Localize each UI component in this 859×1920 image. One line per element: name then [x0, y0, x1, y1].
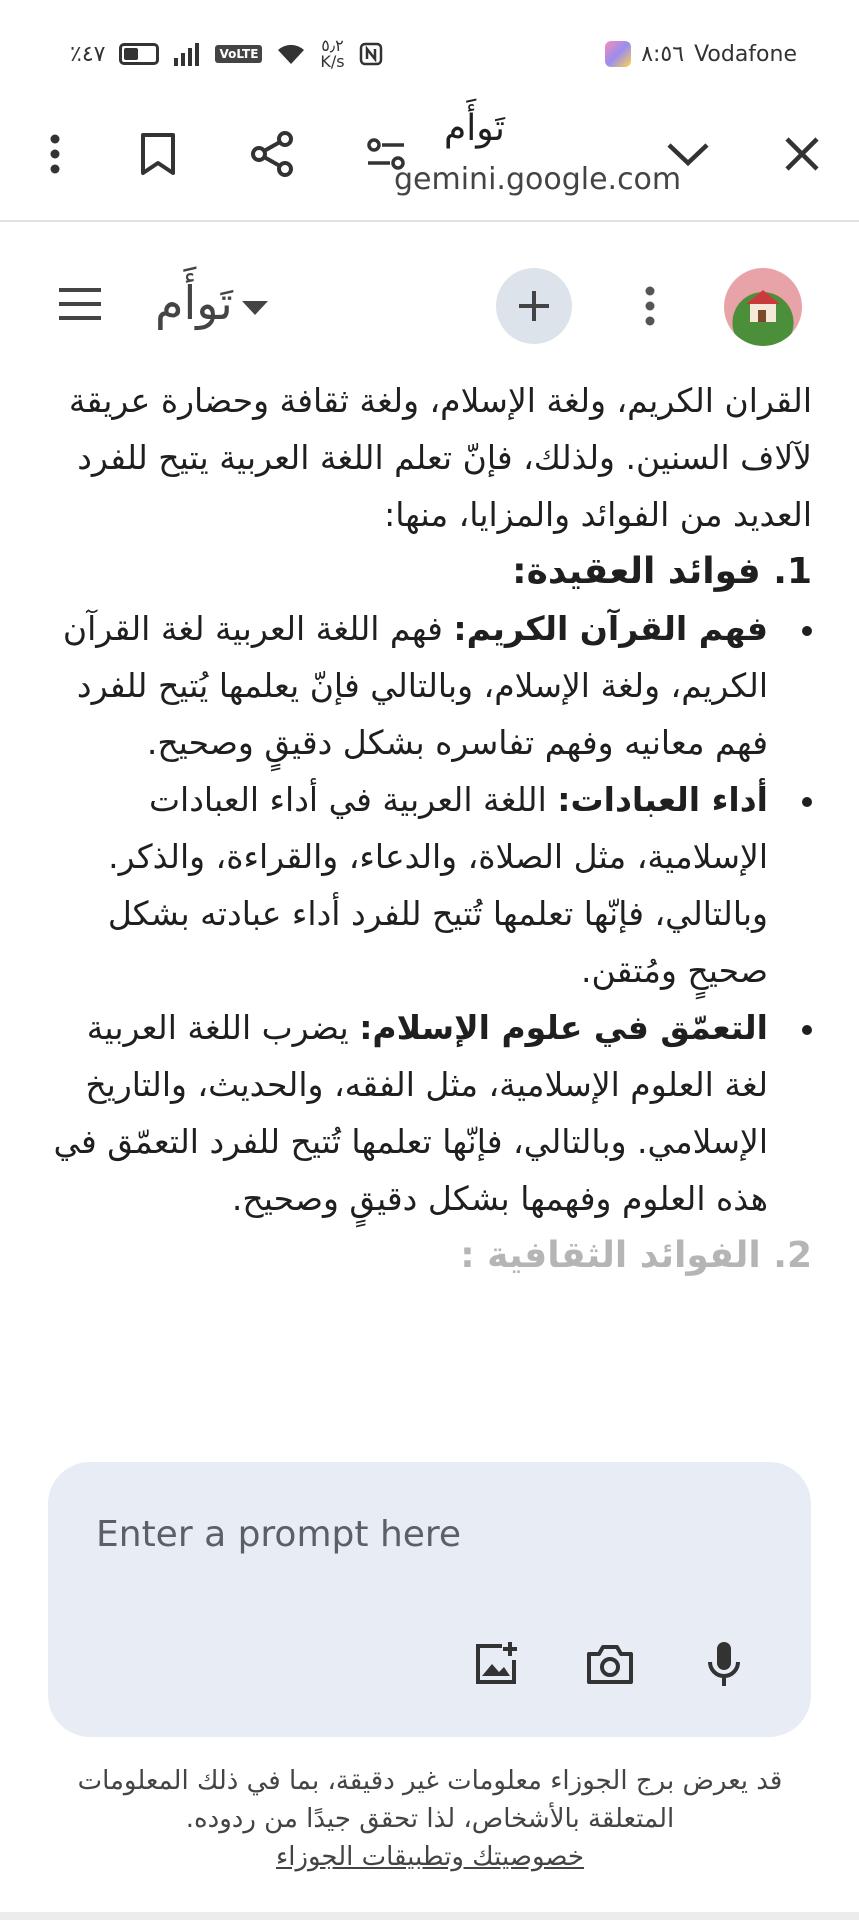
clock: ٨:٥٦: [641, 41, 685, 67]
microphone-icon[interactable]: [694, 1634, 754, 1694]
response-content: [40, 372, 812, 1284]
privacy-link[interactable]: خصوصيتك وتطبيقات الجوزاء: [276, 1842, 584, 1872]
chevron-down-icon[interactable]: [660, 126, 716, 182]
new-chat-button[interactable]: [496, 268, 572, 344]
intro-paragraph: القران الكريم، ولغة الإسلام، ولغة ثقافة وحضارة عريقة لآلاف السنين. ولذلك، فإنّ تعلم اللغة العربية يتيح للفرد العديد من الفوائد والمزايا، منها:: [68, 381, 812, 534]
list-item-text: يضرب اللغة العربية لغة العلوم الإسلامية، مثل الفقه، والحديث، والتاريخ الإسلامي. وبالتالي، فإنّها تعلمها تُتيح للفرد التعمّق في هذه العلوم وفهمها بشكل دقيقٍ وصحيح.: [53, 1008, 768, 1218]
status-bar: [0, 0, 859, 90]
battery-icon: [119, 43, 159, 65]
list-item-text: اللغة العربية في أداء العبادات الإسلامية، مثل الصلاة، والدعاء، والقراءة، والذكر. وبالتالي، فإنّها تعلمها تُتيح للفرد أداء عبادته بشكل صحيحٍ ومُتقن.: [107, 780, 768, 990]
browser-toolbar: [0, 90, 859, 222]
model-name: تَوأَم: [155, 276, 233, 330]
disclaimer-text: قد يعرض برج الجوزاء معلومات غير دقيقة، بما في ذلك المعلومات المتعلقة بالأشخاص، لذا تحقق جيدًا من ردوده.: [77, 1766, 783, 1834]
section-heading: 1. فوائد العقيدة:: [512, 551, 812, 592]
list-item: [40, 600, 812, 771]
list-item: [40, 999, 812, 1227]
network-speed: ٥٫٢ K/s: [320, 36, 345, 71]
prompt-box[interactable]: [48, 1462, 811, 1737]
benefits-list: [40, 600, 812, 1227]
share-icon[interactable]: [244, 126, 300, 182]
carrier: Vodafone: [694, 41, 797, 67]
more-vert-icon[interactable]: [27, 126, 83, 182]
status-left: [70, 36, 383, 72]
list-item-title: أداء العبادات:: [557, 780, 768, 819]
close-icon[interactable]: [774, 126, 830, 182]
app-notification-icon: [605, 41, 631, 67]
more-vert-icon[interactable]: [622, 278, 678, 334]
wifi-icon: [276, 42, 306, 66]
status-right: [605, 36, 797, 72]
list-item-title: فهم القرآن الكريم:: [453, 609, 768, 648]
disclaimer: [50, 1762, 810, 1876]
battery-percent: ٪٤٧: [70, 41, 106, 67]
nfc-icon: [359, 42, 383, 66]
model-selector[interactable]: [155, 276, 233, 330]
page-url[interactable]: gemini.google.com: [394, 162, 682, 197]
volte-badge: VoLTE: [215, 45, 262, 63]
prompt-input[interactable]: Enter a prompt here: [96, 1514, 462, 1555]
list-item: [40, 771, 812, 999]
camera-icon[interactable]: [580, 1634, 640, 1694]
avatar[interactable]: [724, 268, 802, 346]
app-header: [0, 222, 859, 362]
add-image-icon[interactable]: [466, 1634, 526, 1694]
section-heading-faded: 2. الفوائد الثقافية :: [460, 1235, 812, 1276]
dropdown-icon[interactable]: [242, 300, 268, 319]
list-item-title: التعمّق في علوم الإسلام:: [359, 1008, 768, 1047]
signal-icon: [173, 42, 201, 66]
page-title: تَوأَم: [444, 108, 505, 149]
plus-icon: [517, 289, 551, 323]
list-item-text: فهم اللغة العربية لغة القرآن الكريم، ولغة الإسلام، وبالتالي فإنّ يعلمها يُتيح للفرد فهم معانيه وفهم تفاسره بشكل دقيقٍ وصحيح.: [62, 609, 768, 762]
navigation-bar: [0, 1912, 859, 1920]
menu-icon[interactable]: [52, 276, 108, 332]
bookmark-icon[interactable]: [130, 126, 186, 182]
